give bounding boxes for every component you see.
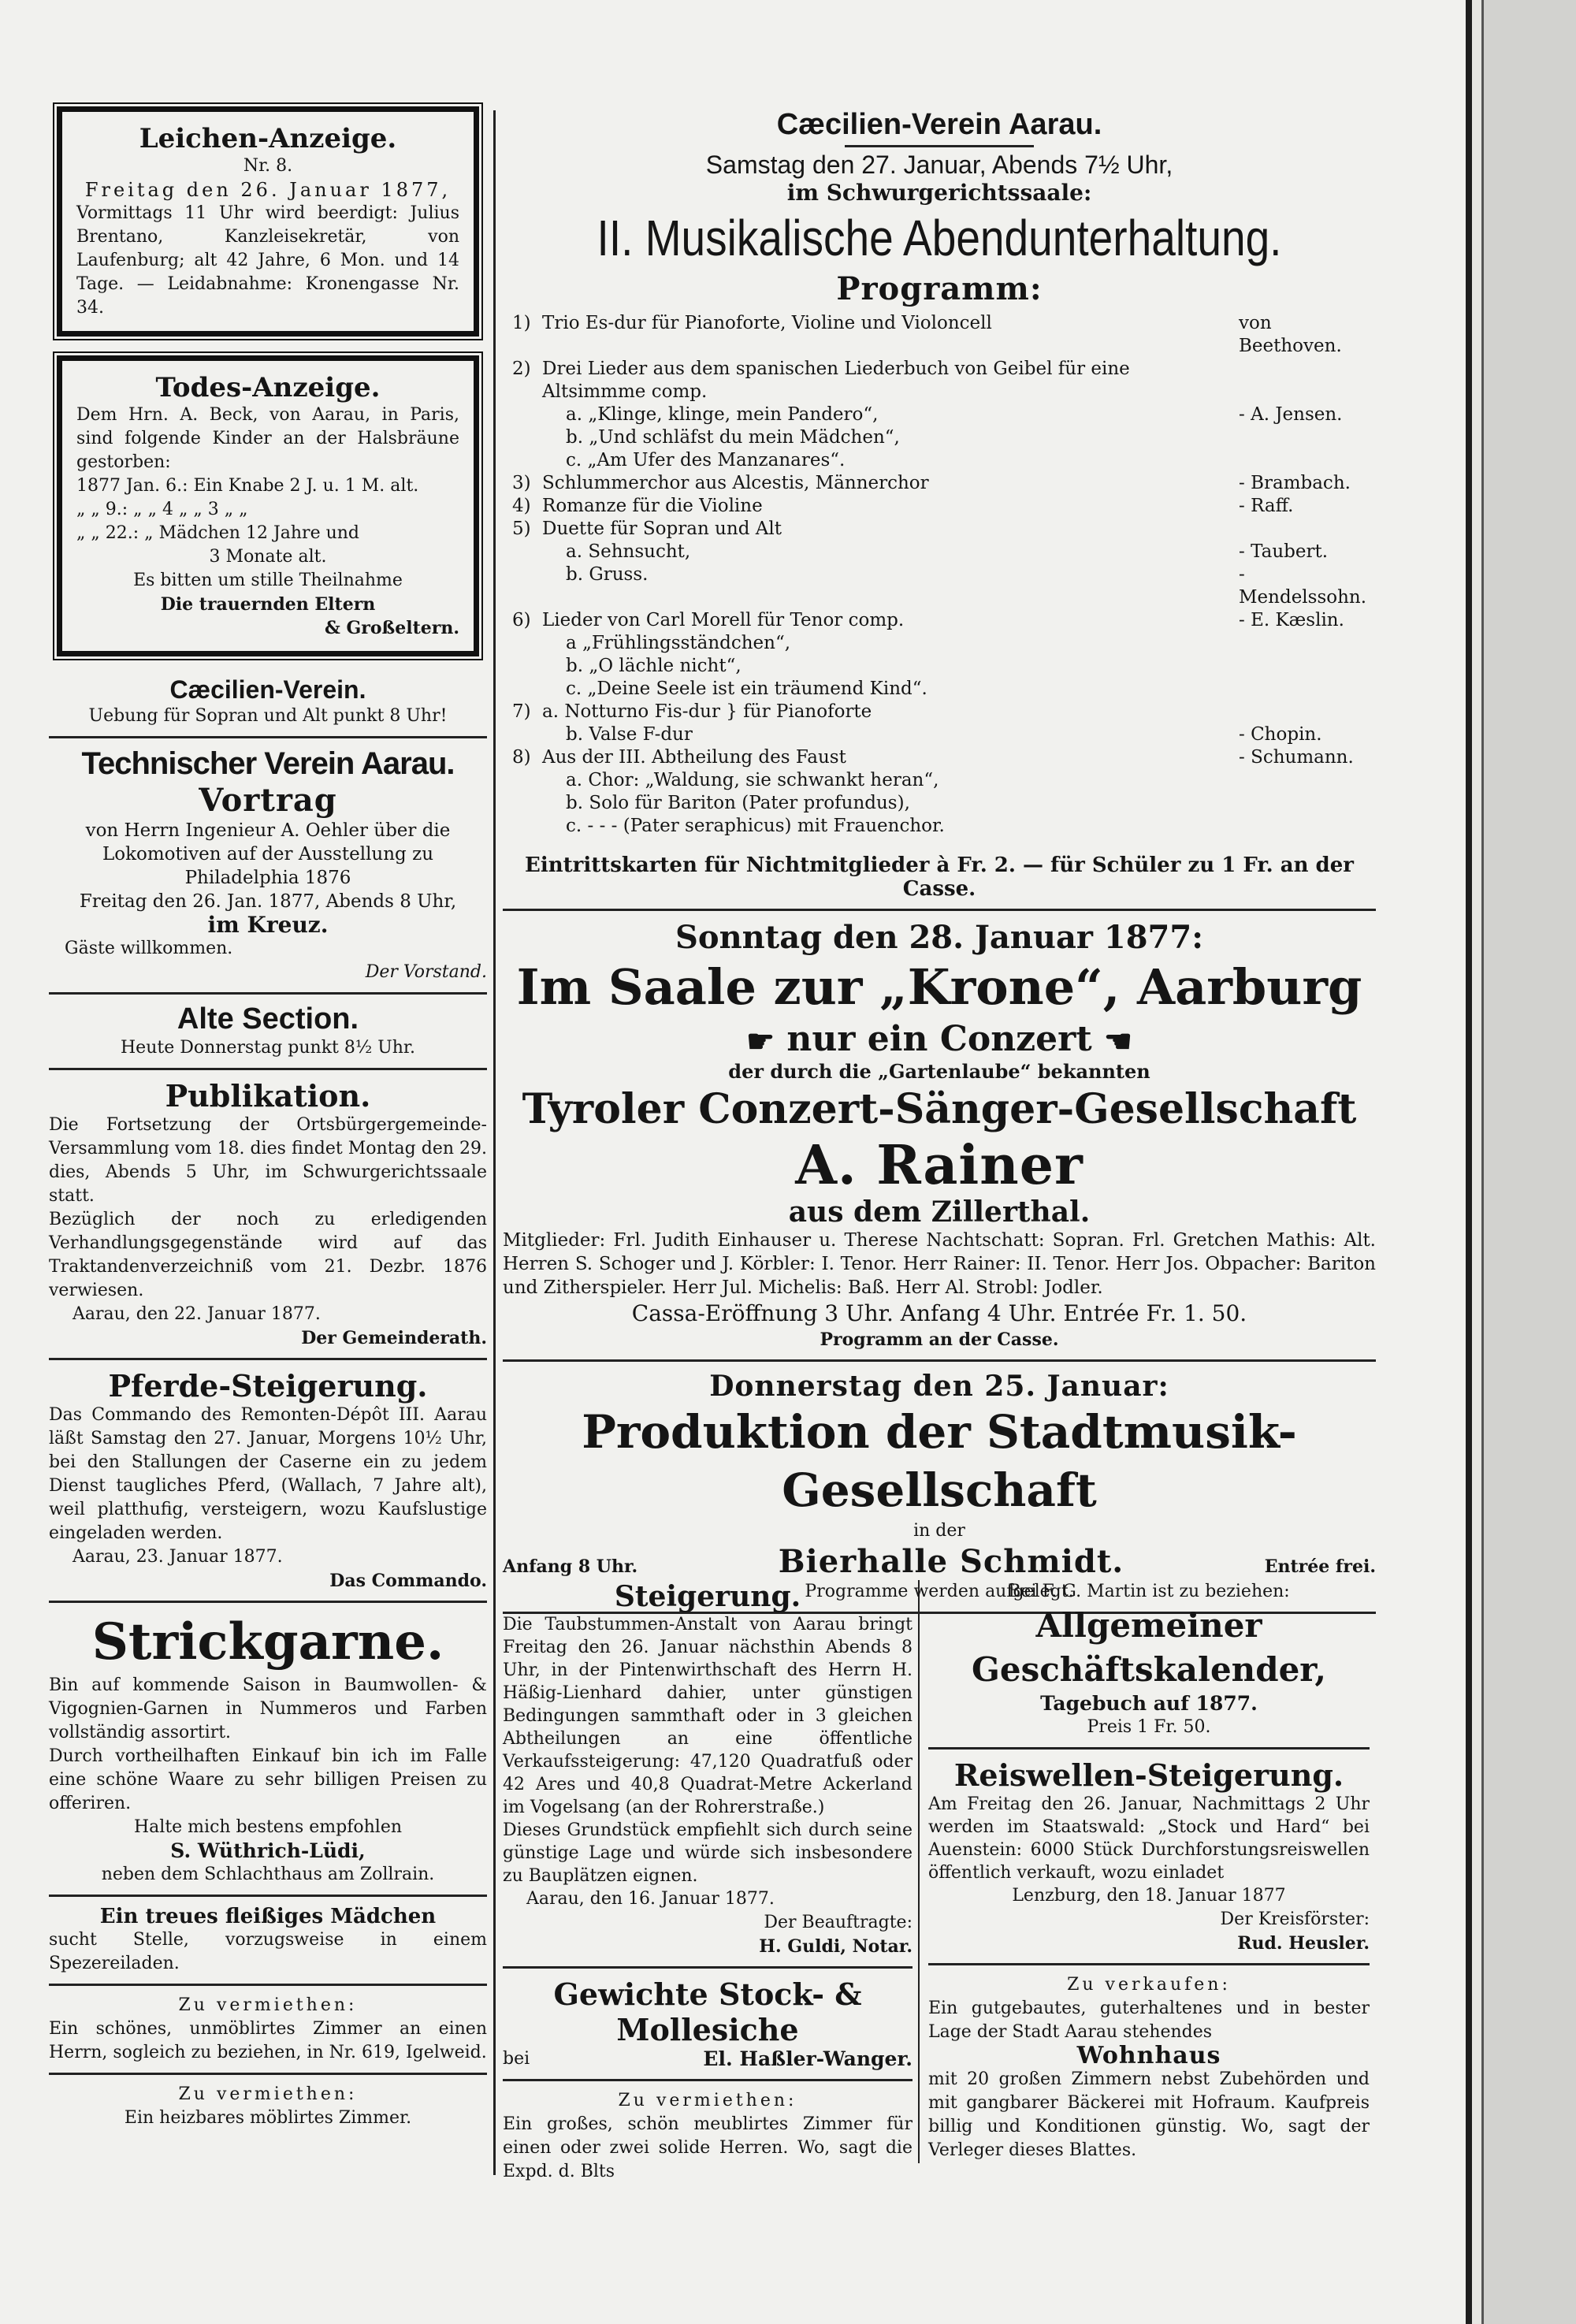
verm2-text: Ein heizbares möblirtes Zimmer.	[124, 2108, 412, 2128]
pointing-hand-icon: ☛	[1104, 1023, 1132, 1060]
stadtmusik-anfang: Anfang 8 Uhr.	[503, 1556, 638, 1577]
column-rule-bottom	[918, 1580, 920, 2163]
krone-prog: Programm an der Casse.	[820, 1329, 1059, 1350]
stadtmusik-prog: Programme werden aufgelegt.	[805, 1582, 1074, 1601]
leichen-nr: Nr. 8.	[243, 156, 293, 176]
program-item	[512, 792, 1365, 815]
program-number	[512, 815, 542, 838]
steigerung-date: Aarau, den 16. Januar 1877.	[526, 1889, 775, 1909]
verm2-title: Zu vermiethen:	[178, 2084, 358, 2104]
pferde-steigerung	[49, 1368, 487, 1603]
program-work: a. Chor: „Waldung, sie schwankt heran“,	[566, 770, 939, 790]
divider	[49, 2073, 487, 2075]
publ-date: Aarau, den 22. Januar 1877.	[72, 1304, 321, 1324]
stadtmusik-entree: Entrée frei.	[1264, 1556, 1376, 1577]
program-composer	[1239, 678, 1365, 701]
leichen-date: Freitag den 26. Januar 1877,	[84, 179, 452, 201]
program-number: 8)	[512, 747, 531, 768]
program-work: Lieder von Carl Morell für Tenor comp.	[542, 610, 905, 630]
todes-text: Dem Hrn. A. Beck, von Aarau, in Paris, sind folgende Kinder an der Halsbräune gestorben:	[76, 405, 459, 472]
program-number	[512, 769, 542, 792]
program-work: Schlummerchor aus Alcestis, Männerchor	[542, 473, 929, 493]
program-composer: - Taubert.	[1239, 541, 1329, 562]
maedchen-text: sucht Stelle, vorzugsweise in einem Spezereiladen.	[49, 1930, 487, 1973]
divider	[49, 736, 487, 738]
divider	[503, 909, 1376, 911]
vermiethen-1	[49, 1994, 487, 2075]
program-number: 1)	[512, 313, 531, 333]
todes-row: 3 Monate alt.	[209, 547, 327, 567]
techn-sig: Der Vorstand.	[365, 962, 487, 982]
techn-vortrag: Vortrag	[199, 782, 337, 819]
divider	[503, 1359, 1376, 1362]
kalender-sub: Tagebuch auf 1877.	[1040, 1692, 1258, 1715]
krone-sub: der durch die „Gartenlaube“ bekannten	[728, 1060, 1150, 1083]
program-work: Drei Lieder aus dem spanischen Liederbuch von Geibel für eine Altsimmme comp.	[542, 359, 1130, 402]
program-number	[512, 563, 542, 609]
caec-programm: Programm:	[836, 270, 1043, 307]
program-item	[512, 563, 1365, 609]
todes-row: 1877 Jan. 6.: Ein Knabe 2 J. u. 1 M. alt.	[76, 476, 419, 496]
program-item	[512, 495, 1365, 518]
program-number	[512, 541, 542, 563]
program-work: Romanze für die Violine	[542, 496, 763, 516]
todes-row: „ „ 9.: „ „ 4 „ „ 3 „ „	[76, 500, 248, 519]
left-column	[49, 99, 487, 2130]
pferde-title: Pferde-Steigerung.	[108, 1368, 428, 1404]
caecilien-uebung	[49, 675, 487, 738]
program-composer	[1239, 449, 1365, 472]
stadtmusik-title: Produktion der Stadtmusik-Gesellschaft	[582, 1405, 1297, 1517]
divider	[503, 2079, 913, 2081]
program-composer	[1239, 701, 1365, 723]
krone-date: Sonntag den 28. Januar 1877:	[675, 919, 1203, 956]
strick-text3: Halte mich bestens empfohlen	[133, 1817, 403, 1837]
program-item	[512, 632, 1365, 655]
program-item	[512, 609, 1365, 632]
pointing-hand-icon: ☛	[746, 1023, 775, 1060]
program-item	[512, 518, 1365, 541]
todes-row: „ „ 22.: „ Mädchen 12 Jahre und	[76, 523, 360, 543]
divider	[49, 1895, 487, 1897]
verkauf-text1: Ein gutgebautes, guterhaltenes und in bester Lage der Stadt Aarau stehendes	[928, 1999, 1370, 2042]
reis-text: Am Freitag den 26. Januar, Nachmittags 2 Uhr werden im Staatswald: „Stock und Hard“ bei Auenstein: 6000 Stück Durchforstungsreiswellen öffentlich verkauft, wozu einladet	[928, 1794, 1370, 1883]
leichen-anzeige	[57, 106, 479, 337]
program-composer: - Chopin.	[1239, 724, 1322, 745]
divider	[503, 1966, 913, 1969]
verm1-title: Zu vermiethen:	[178, 1995, 358, 2015]
program-item	[512, 655, 1365, 678]
techn-text: von Herrn Ingenieur A. Oehler über die Lokomotiven auf der Ausstellung zu Philadelphia 1876	[85, 820, 451, 888]
column-rule	[493, 110, 496, 2175]
program-work: c. - - - (Pater seraphicus) mit Frauenchor.	[566, 816, 945, 836]
program-work: b. Solo für Bariton (Pater profundus),	[566, 793, 910, 813]
krone-tyroler: Tyroler Conzert-Sänger-Gesellschaft	[522, 1085, 1357, 1133]
program-item	[512, 312, 1365, 358]
krone-aus: aus dem Zillerthal.	[788, 1195, 1091, 1229]
publ-title: Publikation.	[165, 1078, 371, 1114]
verm3-title: Zu vermiethen:	[618, 2091, 797, 2110]
stadtmusik-halle: Bierhalle Schmidt.	[778, 1543, 1124, 1580]
program-composer	[1239, 426, 1365, 449]
vermiethen-2	[49, 2083, 487, 2130]
caec-date: Samstag den 27. Januar, Abends 7½ Uhr,	[705, 151, 1173, 179]
program-work: c. „Deine Seele ist ein träumend Kind“.	[566, 679, 927, 699]
program-list	[503, 307, 1376, 838]
program-item	[512, 701, 1365, 723]
program-composer: - Schumann.	[1239, 747, 1354, 768]
program-number: 5)	[512, 519, 531, 539]
divider	[49, 1601, 487, 1603]
caecilien-small-title: Cæcilien-Verein.	[169, 675, 366, 704]
maedchen-gesuch	[49, 1905, 487, 1986]
program-item	[512, 769, 1365, 792]
reis-sig2: Rud. Heusler.	[1237, 1933, 1370, 1954]
program-item	[512, 746, 1365, 769]
program-work: Duette für Sopran und Alt	[542, 519, 782, 539]
kalender-block	[928, 1580, 1370, 2162]
program-number: 7)	[512, 701, 531, 722]
verkauf-title: Zu verkaufen:	[1067, 1975, 1231, 1995]
caecilien-konzert	[503, 108, 1376, 911]
title-rule	[845, 145, 1034, 147]
todes-sig2: & Großeltern.	[324, 618, 459, 638]
maedchen-title: Ein treues fleißiges Mädchen	[99, 1905, 437, 1928]
alte-text: Heute Donnerstag punkt 8½ Uhr.	[120, 1038, 415, 1058]
publ-text2: Bezüglich der noch zu erledigenden Verhandlungsgegenstände wird auf das Traktandenverzeichniß vom 21. Dezbr. 1876 verwiesen.	[49, 1210, 487, 1300]
program-work: a „Frühlingsständchen“,	[566, 633, 791, 653]
program-item	[512, 358, 1365, 403]
program-item	[512, 541, 1365, 563]
strick-text2: Durch vortheilhaften Einkauf bin ich im Falle eine schöne Waare zu sehr billigen Preisen zu offeriren.	[49, 1746, 487, 1813]
caec-title: Cæcilien-Verein Aarau.	[776, 108, 1102, 141]
kalender-bei: Bei F. G. Martin ist zu beziehen:	[1008, 1582, 1290, 1601]
program-item	[512, 723, 1365, 746]
krone-konzert-label: nur ein Conzert	[786, 1019, 1092, 1059]
strick-sig: S. Wüthrich-Lüdi,	[170, 1839, 366, 1862]
caec-eintritt: Eintrittskarten für Nichtmitglieder à Fr. 2. — für Schüler zu 1 Fr. an der Casse.	[525, 853, 1354, 901]
program-work: b. Valse F-dur	[566, 724, 693, 745]
steigerung-text: Die Taubstummen-Anstalt von Aarau bringt Freitag den 26. Januar nächsthin Abends 8 Uhr, in der Pintenwirthschaft des Herrn H. Häßig-Lienhard dahier, unter günstigen Bedingungen sammthaft oder in 3 gleichen Abtheilungen an eine öffentliche Verkaufssteigerung: 47,120 Quadratfuß oder 42 Ares und 40,8 Quadrat-Metre Ackerland im Vogelsang (an der Rohrerstraße.)	[503, 1615, 913, 1817]
kalender-preis: Preis 1 Fr. 50.	[1087, 1717, 1211, 1737]
divider	[49, 1068, 487, 1070]
verkauf-haus: Wohnhaus	[1076, 2042, 1221, 2069]
reis-date: Lenzburg, den 18. Januar 1877	[1012, 1886, 1286, 1906]
techn-gaeste: Gäste willkommen.	[65, 939, 233, 958]
stadtmusik-date: Donnerstag den 25. Januar:	[709, 1370, 1169, 1403]
caecilien-small-text: Uebung für Sopran und Alt punkt 8 Uhr!	[88, 706, 448, 726]
technischer-verein	[49, 746, 487, 995]
program-item	[512, 678, 1365, 701]
pferde-sig: Das Commando.	[329, 1571, 487, 1591]
program-composer: - E. Kæslin.	[1239, 610, 1344, 630]
program-work: a. Notturno Fis-dur } für Pianoforte	[542, 701, 872, 722]
program-item	[512, 426, 1365, 449]
page-edge	[1466, 0, 1472, 2324]
krone-mitglieder: Mitglieder: Frl. Judith Einhauser u. Therese Nachtschatt: Sopran. Frl. Gretchen Mathis: Alt. Herren S. Schoger und J. Körbler: I. Tenor. Herr Rainer: II. Tenor. Herr Jos. Obpacher: Bariton und Zitherspieler. Herr Jul. Michelis: Baß. Herr Al. Strobl: Jodler.	[503, 1230, 1376, 1298]
program-item	[512, 403, 1365, 426]
program-composer: von Beethoven.	[1239, 313, 1342, 356]
strick-text1: Bin auf kommende Saison in Baumwollen- & Vigognien-Garnen in Nummeros und Farben vollständig assortirt.	[49, 1675, 487, 1742]
program-composer: - Mendelssohn.	[1239, 564, 1367, 608]
program-number	[512, 632, 542, 655]
verm3-text: Ein großes, schön meublirtes Zimmer für einen oder zwei solide Herren. Wo, sagt die Expd. d. Blts	[503, 2114, 913, 2181]
divider	[928, 1747, 1370, 1750]
krone-konzert	[503, 919, 1376, 1362]
caec-place: im Schwurgerichtssaale:	[786, 180, 1092, 206]
next-page-edge	[1481, 0, 1576, 2324]
steigerung-block	[503, 1580, 913, 2184]
krone-title: Im Saale zur „Krone“, Aarburg	[516, 958, 1362, 1016]
program-composer	[1239, 518, 1365, 541]
program-item	[512, 815, 1365, 838]
pferde-text: Das Commando des Remonten-Dépôt III. Aarau läßt Samstag den 27. Januar, Morgens 10½ Uhr, bei den Stallungen der Caserne ein zu jedem Dienst taugliches Pferd, (Wallach, 7 Jahre alt), weil platthufig, versteigern, wozu Kaufslustige eingeladen werden.	[49, 1405, 487, 1543]
program-work: Trio Es-dur für Pianoforte, Violine und Violoncell	[542, 313, 992, 333]
divider	[49, 1984, 487, 1986]
strickgarne	[49, 1611, 487, 1897]
publikation	[49, 1078, 487, 1360]
publ-text1: Die Fortsetzung der Ortsbürgergemeinde-Versammlung vom 18. dies findet Montag den 29. dies, Abends 5 Uhr, im Schwurgerichtssaale statt.	[49, 1115, 487, 1206]
program-number	[512, 426, 542, 449]
program-work: c. „Am Ufer des Manzanares“.	[566, 450, 846, 470]
divider	[49, 992, 487, 995]
todes-bitte: Es bitten um stille Theilnahme	[133, 571, 403, 590]
alte-section	[49, 1002, 487, 1070]
program-composer	[1239, 655, 1365, 678]
program-work: Aus der III. Abtheilung des Faust	[542, 747, 846, 768]
alte-title: Alte Section.	[177, 1002, 359, 1036]
reis-sig1: Der Kreisförster:	[1220, 1909, 1370, 1929]
program-work: b. „O lächle nicht“,	[566, 656, 742, 676]
gewichte-bei: bei	[503, 2049, 530, 2069]
program-composer: - Raff.	[1239, 496, 1294, 516]
program-composer	[1239, 358, 1365, 403]
gewichte-name: El. Haßler-Wanger.	[703, 2047, 913, 2070]
steigerung-sig2: H. Guldi, Notar.	[759, 1936, 913, 1957]
pferde-date: Aarau, 23. Januar 1877.	[72, 1547, 283, 1567]
program-composer: - Brambach.	[1239, 473, 1351, 493]
program-number	[512, 792, 542, 815]
program-number	[512, 723, 542, 746]
program-number	[512, 678, 542, 701]
todes-title: Todes-Anzeige.	[155, 372, 381, 403]
reis-title: Reiswellen-Steigerung.	[953, 1757, 1344, 1793]
krone-kasse: Cassa-Eröffnung 3 Uhr. Anfang 4 Uhr. Entrée Fr. 1. 50.	[631, 1300, 1247, 1326]
strick-title: Strickgarne.	[91, 1612, 444, 1671]
program-work: b. „Und schläfst du mein Mädchen“,	[566, 427, 900, 448]
caec-headline: II. Musikalische Abendunterhaltung.	[597, 210, 1282, 266]
leichen-title: Leichen-Anzeige.	[139, 123, 397, 154]
verm1-text: Ein schönes, unmöblirtes Zimmer an einen Herrn, sogleich zu beziehen, in Nr. 619, Igelweid.	[49, 2019, 487, 2062]
program-number: 6)	[512, 610, 531, 630]
program-item	[512, 449, 1365, 472]
krone-rainer: A. Rainer	[795, 1134, 1084, 1197]
strick-addr: neben dem Schlachthaus am Zollrain.	[101, 1865, 435, 1884]
techn-place: im Kreuz.	[207, 912, 329, 938]
kalender-title: Allgemeiner Geschäftskalender,	[972, 1606, 1326, 1689]
steigerung-text2: Dieses Grundstück empfiehlt sich durch seine günstige Lage und würde sich insbesondere zu Bauplätzen eignen.	[503, 1820, 913, 1886]
stadtmusik	[503, 1370, 1376, 1614]
program-item	[512, 472, 1365, 495]
verkauf-text2: mit 20 großen Zimmern nebst Zubehörden und mit gangbarer Bäckerei mit Hofraum. Kaufpreis billig und Konditionen günstig. Wo, sagt der Verleger dieses Blattes.	[928, 2069, 1370, 2160]
todes-sig1: Die trauernden Eltern	[160, 594, 376, 615]
divider	[928, 1963, 1370, 1965]
techn-title: Technischer Verein Aarau.	[81, 746, 455, 781]
program-number	[512, 655, 542, 678]
steigerung-sig1: Der Beauftragte:	[764, 1913, 913, 1932]
program-number	[512, 449, 542, 472]
gewichte-title: Gewichte Stock- & Mollesiche	[553, 1976, 862, 2047]
leichen-text: Vormittags 11 Uhr wird beerdigt: Julius Brentano, Kanzleisekretär, von Laufenburg; alt 42 Jahre, 6 Mon. und 14 Tage. — Leidabnahme: Kronengasse Nr. 34.	[76, 203, 459, 318]
steigerung-title: Steigerung.	[614, 1580, 801, 1613]
techn-date: Freitag den 26. Jan. 1877, Abends 8 Uhr,	[79, 891, 457, 912]
program-composer	[1239, 632, 1365, 655]
program-number: 4)	[512, 496, 531, 516]
right-column	[503, 99, 1376, 2181]
stadtmusik-in: in der	[913, 1521, 965, 1541]
program-composer	[1239, 792, 1365, 815]
program-composer	[1239, 769, 1365, 792]
program-composer	[1239, 815, 1365, 838]
program-work: a. „Klinge, klinge, mein Pandero“,	[566, 404, 879, 425]
program-number	[512, 403, 542, 426]
divider	[49, 1358, 487, 1360]
todes-anzeige	[57, 355, 479, 656]
program-number: 2)	[512, 359, 531, 379]
publ-sig: Der Gemeinderath.	[301, 1328, 487, 1348]
program-work: b. Gruss.	[566, 564, 649, 585]
program-composer: - A. Jensen.	[1239, 404, 1343, 425]
program-number: 3)	[512, 473, 531, 493]
program-work: a. Sehnsucht,	[566, 541, 691, 562]
